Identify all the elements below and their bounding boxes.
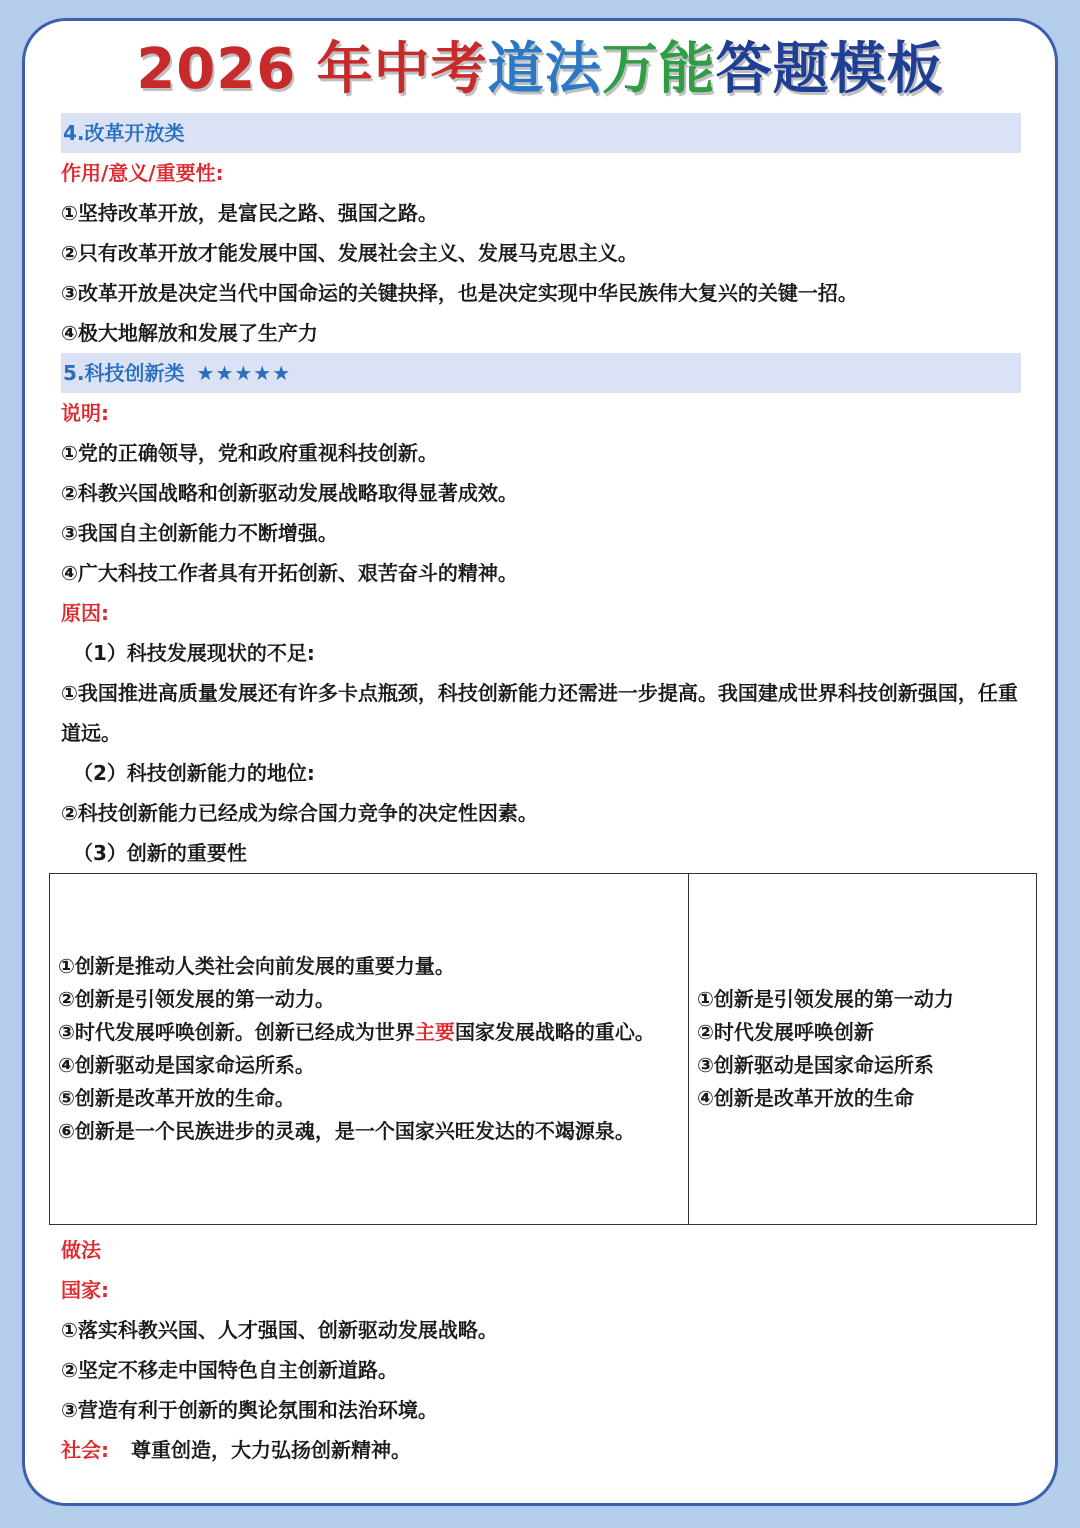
label-country: 国家: — [61, 1278, 109, 1302]
explain-item-4: ④广大科技工作者具有开拓创新、艰苦奋斗的精神。 — [61, 561, 518, 585]
title-part-daofa: 道法 — [487, 37, 602, 102]
table-left-row-5: ⑤创新是改革开放的生命。 — [58, 1086, 295, 1110]
explain-item-2: ②科教兴国战略和创新驱动发展战略取得显著成效。 — [61, 481, 518, 505]
explain-item-3: ③我国自主创新能力不断增强。 — [61, 521, 338, 545]
society-text: 尊重创造，大力弘扬创新精神。 — [131, 1438, 411, 1462]
label-explain: 说明: — [61, 401, 109, 425]
label-society: 社会: — [61, 1438, 109, 1462]
country-item-1: ①落实科教兴国、人才强国、创新驱动发展战略。 — [61, 1318, 498, 1342]
title-part-template: 答题模板 — [715, 37, 944, 102]
table-left-row-3-post: 国家发展战略的重心。 — [454, 1020, 655, 1044]
reform-item-3: ③改革开放是决定当代中国命运的关键抉择，也是决定实现中华民族伟大复兴的关键一招。 — [61, 281, 858, 305]
label-action: 做法 — [61, 1238, 101, 1262]
action-section — [61, 1230, 1021, 1470]
reason-sub-2: （2）科技创新能力的地位: — [73, 761, 315, 785]
star-rating-icon: ★★★★★ — [196, 361, 292, 385]
table-left-row-3 — [58, 1016, 680, 1049]
section-heading-innovation-text: 5.科技创新类 — [63, 361, 185, 385]
society-line — [61, 1430, 1021, 1470]
reform-item-4: ④极大地解放和发展了生产力 — [61, 321, 318, 345]
country-item-3: ③营造有利于创新的舆论氛围和法治环境。 — [61, 1398, 438, 1422]
explain-item-1: ①党的正确领导，党和政府重视科技创新。 — [61, 441, 438, 465]
reason-sub-2-item: ②科技创新能力已经成为综合国力竞争的决定性因素。 — [61, 801, 538, 825]
title-part-wanneng: 万能 — [601, 37, 716, 102]
label-reason: 原因: — [61, 601, 109, 625]
label-significance: 作用/意义/重要性: — [61, 161, 224, 185]
section-heading-innovation — [61, 353, 1021, 393]
table-left-row-1: ①创新是推动人类社会向前发展的重要力量。 — [58, 954, 455, 978]
table-left-row-4: ④创新驱动是国家命运所系。 — [58, 1053, 315, 1077]
table-cell-left — [50, 874, 689, 1224]
table-right-row-4: ④创新是改革开放的生命 — [697, 1086, 914, 1110]
table-left-row-2: ②创新是引领发展的第一动力。 — [58, 987, 335, 1011]
table-right-row-1: ①创新是引领发展的第一动力 — [697, 987, 954, 1011]
table-cell-right — [689, 874, 1036, 1224]
highlight-text: 主要 — [414, 1020, 455, 1044]
reason-sub-3: （3）创新的重要性 — [73, 841, 247, 865]
table-left-row-3-pre: ③时代发展呼唤创新。创新已经成为世界 — [58, 1020, 415, 1044]
reform-item-1: ①坚持改革开放，是富民之路、强国之路。 — [61, 201, 438, 225]
title-part-year: 2026 年中考 — [136, 37, 488, 102]
reason-sub-1-item: ①我国推进高质量发展还有许多卡点瓶颈，科技创新能力还需进一步提高。我国建成世界科技创新强国，任重道远。 — [61, 681, 1018, 745]
page-title — [25, 35, 1055, 105]
table-right-row-3: ③创新驱动是国家命运所系 — [697, 1053, 934, 1077]
importance-table — [49, 873, 1037, 1225]
table-right-row-2: ②时代发展呼唤创新 — [697, 1020, 874, 1044]
reason-sub-1: （1）科技发展现状的不足: — [73, 641, 315, 665]
reform-item-2: ②只有改革开放才能发展中国、发展社会主义、发展马克思主义。 — [61, 241, 638, 265]
country-item-2: ②坚定不移走中国特色自主创新道路。 — [61, 1358, 398, 1382]
content — [58, 113, 1021, 1462]
table-left-row-6: ⑥创新是一个民族进步的灵魂，是一个国家兴旺发达的不竭源泉。 — [58, 1119, 635, 1143]
section-heading-reform: 4.改革开放类 — [61, 113, 1021, 153]
page-card — [22, 18, 1058, 1506]
